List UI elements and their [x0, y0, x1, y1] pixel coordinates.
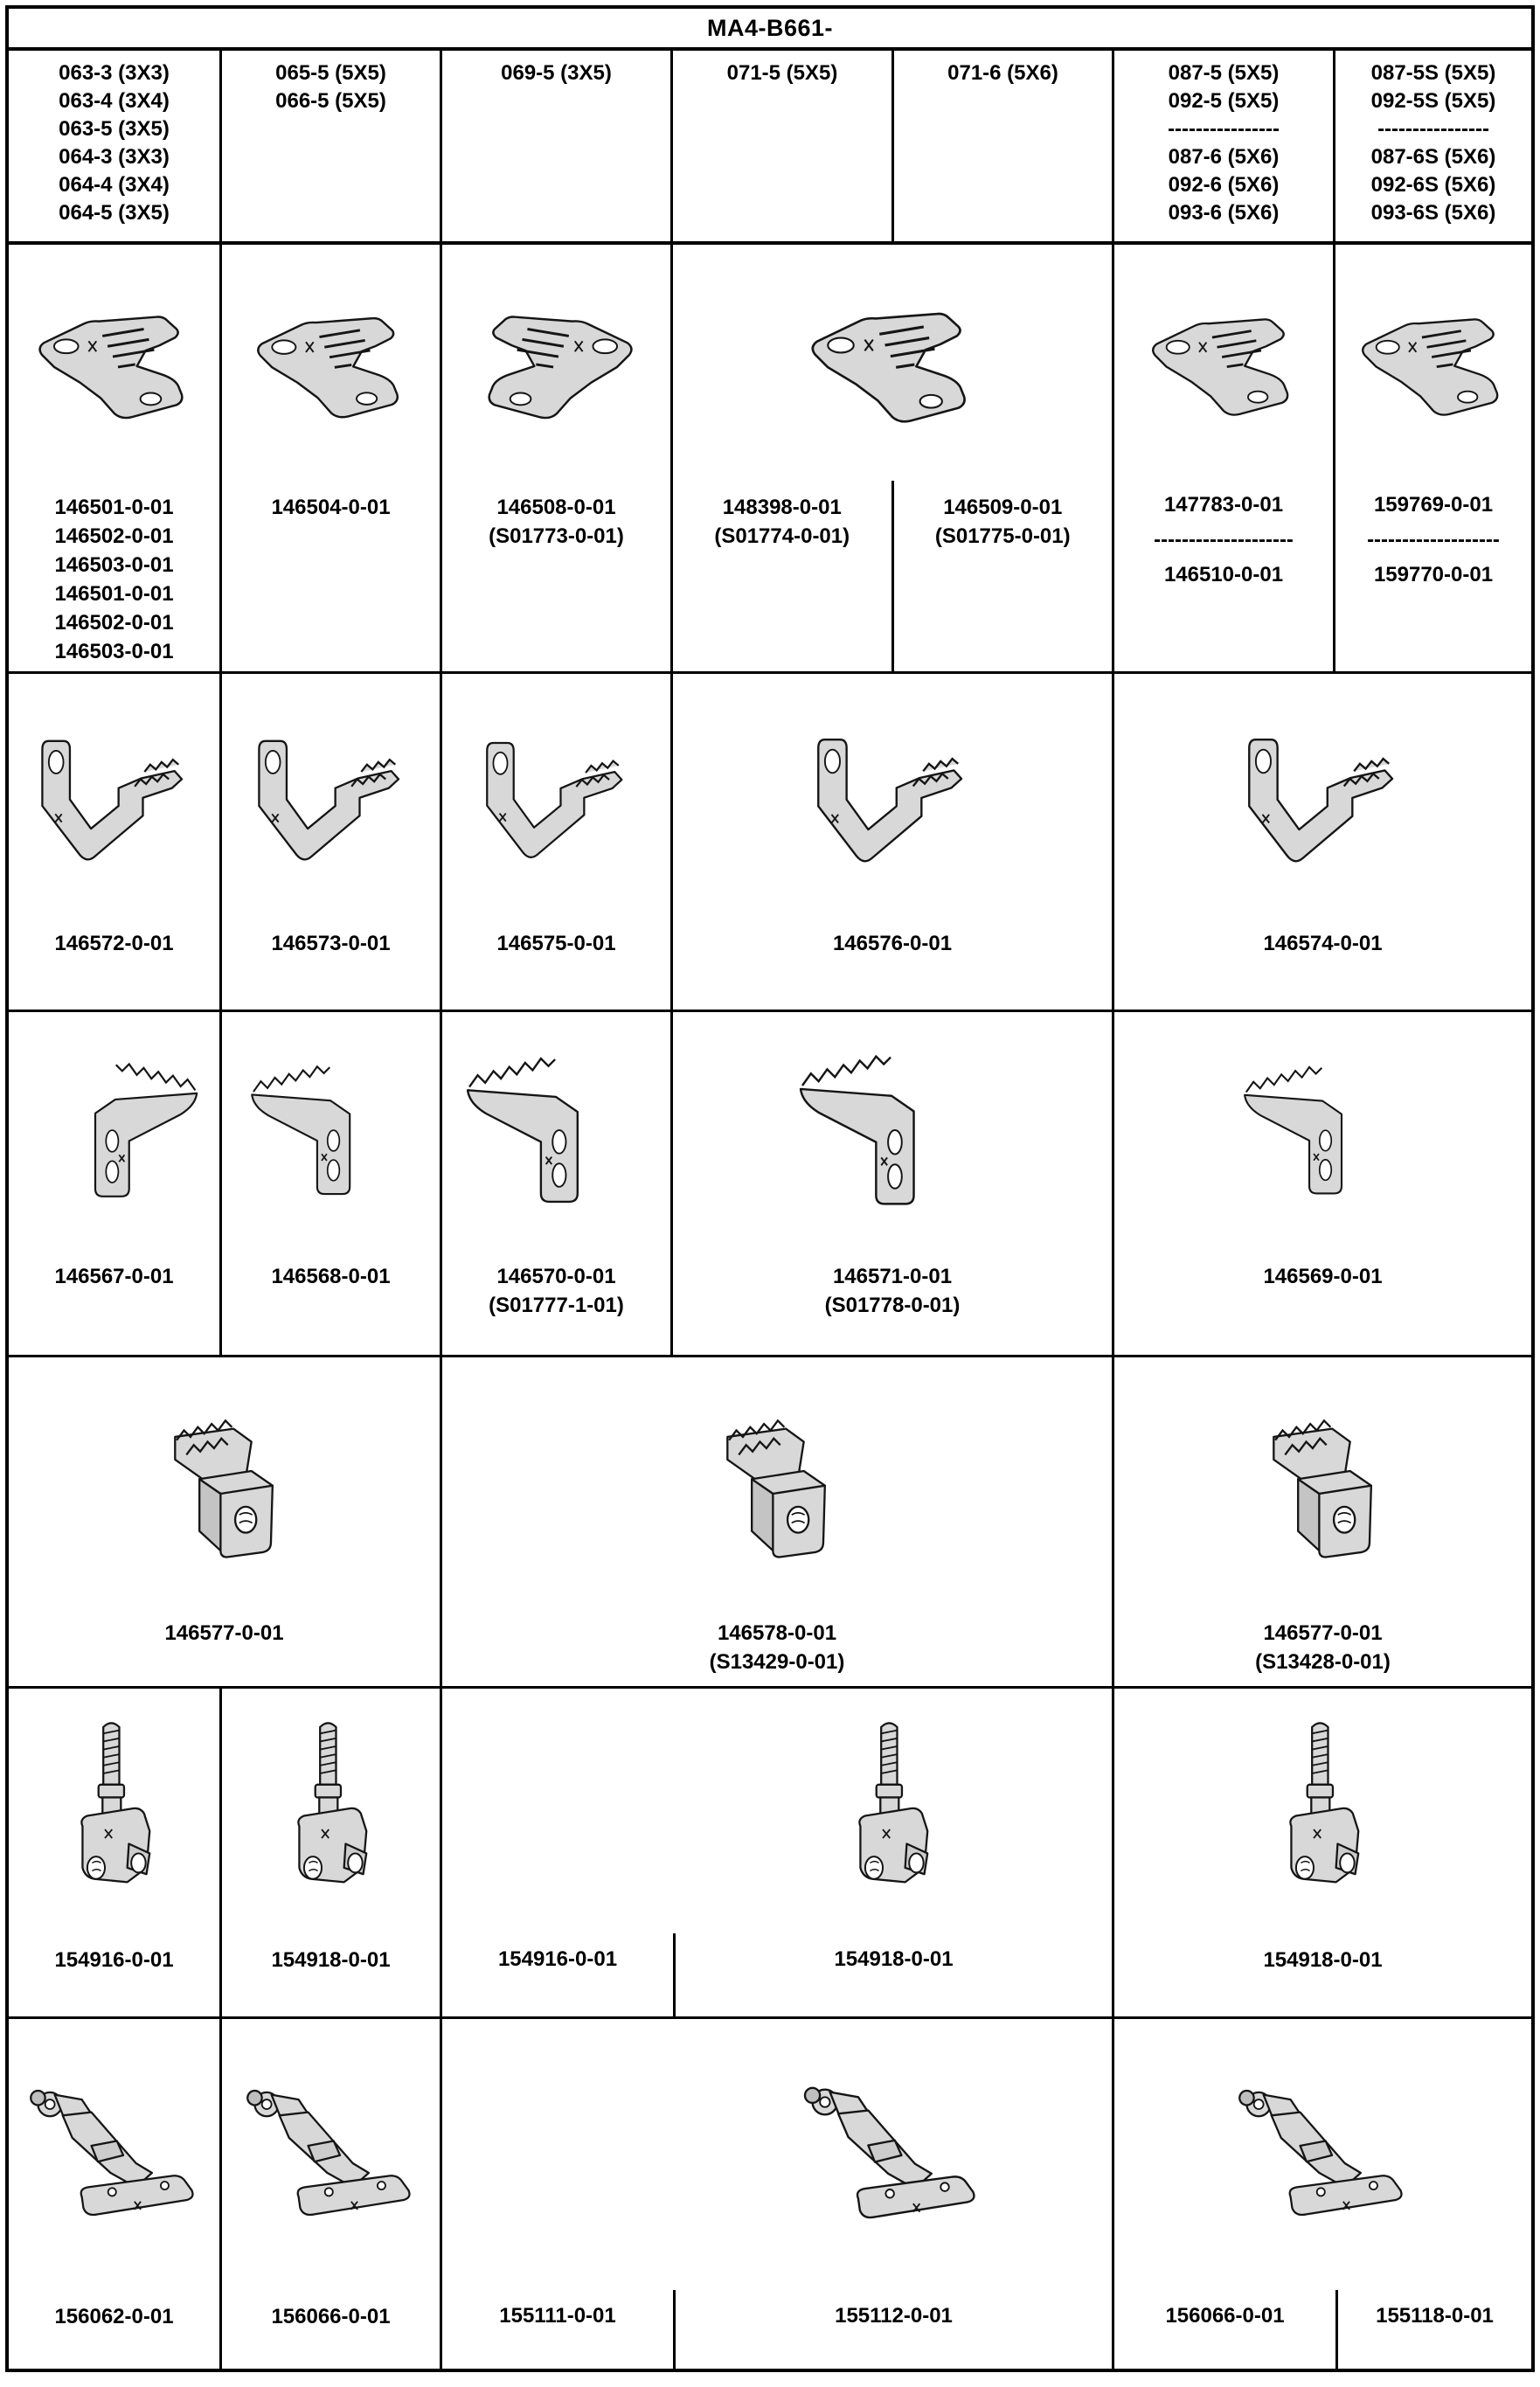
part-numbers: 154916-0-01 [442, 1933, 676, 2016]
split-labels [442, 1933, 1112, 2016]
part-cell [9, 1012, 222, 1355]
part-cell-merged [1114, 674, 1531, 1010]
part-cell [9, 674, 222, 1010]
part-numbers: 146570-0-01 (S01777-1-01) [489, 1265, 624, 1317]
part-numbers: 146575-0-01 [496, 932, 616, 955]
row-needle-plates [9, 245, 1531, 674]
feed-dog-icon [449, 1044, 664, 1218]
part-numbers: 146577-0-01 (S13428-0-01) [1255, 1621, 1391, 1674]
model-column-4: 071-5 (5X5) [673, 51, 894, 241]
part-cell [1335, 245, 1531, 671]
model-column-2: 065-5 (5X5) 066-5 (5X5) [222, 51, 442, 241]
needle-plate-icon [241, 300, 421, 427]
feed-dog-icon [18, 1049, 211, 1213]
part-numbers: 146571-0-01 (S01778-0-01) [824, 1265, 961, 1317]
part-cell-merged [1114, 2019, 1531, 2369]
model-column-1: 063-3 (3X3) 063-4 (3X4) 063-5 (3X5) 064-3 (3X3) 064-4 (3X4) 064-5 (3X5) [9, 51, 222, 241]
part-cell [442, 245, 673, 671]
model-header-row [9, 51, 1531, 245]
model-column-5: 071-6 (5X6) [894, 51, 1114, 241]
part-cell [1114, 245, 1335, 671]
part-cell [442, 1012, 673, 1355]
part-numbers: 146573-0-01 [271, 932, 391, 955]
part-numbers: 146578-0-01 (S13429-0-01) [709, 1621, 845, 1674]
part-numbers: 146577-0-01 [164, 1621, 284, 1645]
part-numbers: 146501-0-01 146502-0-01 146503-0-01 146501-0-01 146502-0-01 146503-0-01 [54, 496, 174, 663]
feed-bar-bracket-icon [1219, 708, 1427, 883]
part-numbers: 155118-0-01 [1376, 2304, 1494, 2328]
part-numbers: 156066-0-01 [271, 2305, 391, 2328]
split-labels [442, 2290, 1112, 2369]
table-title-row [9, 9, 1531, 51]
part-numbers: 146569-0-01 [1263, 1265, 1383, 1288]
part-cell-merged [1114, 1012, 1531, 1355]
stud-screw-icon [836, 1705, 948, 1917]
row-stud-screws [9, 1689, 1531, 2019]
split-labels [1114, 2290, 1531, 2369]
feed-dog-icon [780, 1041, 1004, 1221]
feed-bar-bracket-icon [230, 710, 433, 881]
part-numbers: 146508-0-01 (S01773-0-01) [489, 496, 624, 548]
split-labels [673, 481, 1112, 671]
part-numbers: 154918-0-01 [1263, 1948, 1383, 1972]
part-cell [442, 674, 673, 1010]
part-cell-merged [442, 2019, 1114, 2369]
row-feed-dogs [9, 1012, 1531, 1357]
part-numbers: 155112-0-01 [835, 2304, 953, 2328]
model-column-6: 087-5 (5X5) 092-5 (5X5) ---------------- 087-6 (5X6) 092-6 (5X6) 093-6 (5X6) [1114, 51, 1335, 241]
stud-screw-icon [275, 1705, 387, 1917]
feed-dog-icon [1231, 1053, 1415, 1209]
presser-foot-icon [15, 2071, 214, 2238]
needle-plate-icon [463, 298, 650, 427]
part-numbers: 146568-0-01 [271, 1265, 391, 1288]
feed-bar-bracket-icon [13, 710, 216, 881]
part-numbers: 156066-0-01 [1114, 2290, 1338, 2369]
differential-feed-block-icon [708, 1401, 846, 1564]
part-cell-merged [442, 1357, 1114, 1686]
model-column-3: 069-5 (3X5) [442, 51, 673, 241]
part-cell-merged [673, 674, 1114, 1010]
needle-plate-icon [792, 294, 993, 432]
part-numbers: 146574-0-01 [1263, 932, 1383, 955]
part-cell [9, 1689, 222, 2016]
part-numbers: 146572-0-01 [54, 932, 174, 955]
part-numbers: 159769-0-01 ------------------- 159770-0-01 [1367, 493, 1500, 586]
feed-bar-bracket-icon [788, 708, 996, 883]
part-cell [222, 1012, 442, 1355]
row-presser-feet [9, 2019, 1531, 2369]
part-cell-merged [1114, 1689, 1531, 2016]
part-cell-merged [442, 1689, 1114, 2016]
part-cell [222, 2019, 442, 2369]
feed-bar-bracket-icon [459, 712, 655, 878]
part-cell [222, 245, 442, 671]
stud-screw-icon [1267, 1705, 1379, 1917]
part-cell [222, 1689, 442, 2016]
part-numbers: 154916-0-01 [54, 1948, 174, 1972]
part-numbers: 147783-0-01 -------------------- 146510-0-01 [1154, 493, 1294, 586]
row-feed-blocks [9, 1357, 1531, 1689]
part-cell-merged [673, 1012, 1114, 1355]
parts-table [5, 5, 1535, 2372]
part-numbers: 146576-0-01 [832, 932, 953, 955]
part-numbers: 156062-0-01 [54, 2305, 174, 2328]
page-title: MA4-B661- [706, 14, 834, 41]
presser-foot-icon [783, 2067, 1002, 2242]
part-numbers: 148398-0-01 (S01774-0-01) [673, 481, 894, 671]
part-numbers: 155111-0-01 [442, 2290, 676, 2369]
needle-plate-icon [1136, 302, 1311, 424]
row-feed-brackets [9, 674, 1531, 1012]
part-numbers: 154918-0-01 [271, 1948, 391, 1972]
part-cell [222, 674, 442, 1010]
stud-screw-icon [59, 1705, 170, 1917]
presser-foot-icon [232, 2071, 431, 2238]
differential-feed-block-icon [156, 1401, 294, 1564]
part-cell-merged [673, 245, 1114, 671]
presser-foot-icon [1224, 2071, 1423, 2238]
part-numbers: 154918-0-01 [834, 1947, 954, 1971]
needle-plate-icon [1346, 302, 1521, 424]
part-cell-merged [1114, 1357, 1531, 1686]
feed-dog-icon [239, 1052, 424, 1210]
part-numbers: 146509-0-01 (S01775-0-01) [934, 496, 1071, 548]
differential-feed-block-icon [1254, 1401, 1392, 1564]
model-column-7: 087-5S (5X5) 092-5S (5X5) ---------------- 087-6S (5X6) 092-6S (5X6) 093-6S (5X6) [1370, 61, 1496, 225]
part-numbers: 146504-0-01 [271, 496, 391, 519]
part-cell-merged [9, 1357, 442, 1686]
part-cell [9, 2019, 222, 2369]
part-cell [9, 245, 222, 671]
part-numbers: 146567-0-01 [54, 1265, 174, 1288]
needle-plate-icon [21, 298, 208, 427]
